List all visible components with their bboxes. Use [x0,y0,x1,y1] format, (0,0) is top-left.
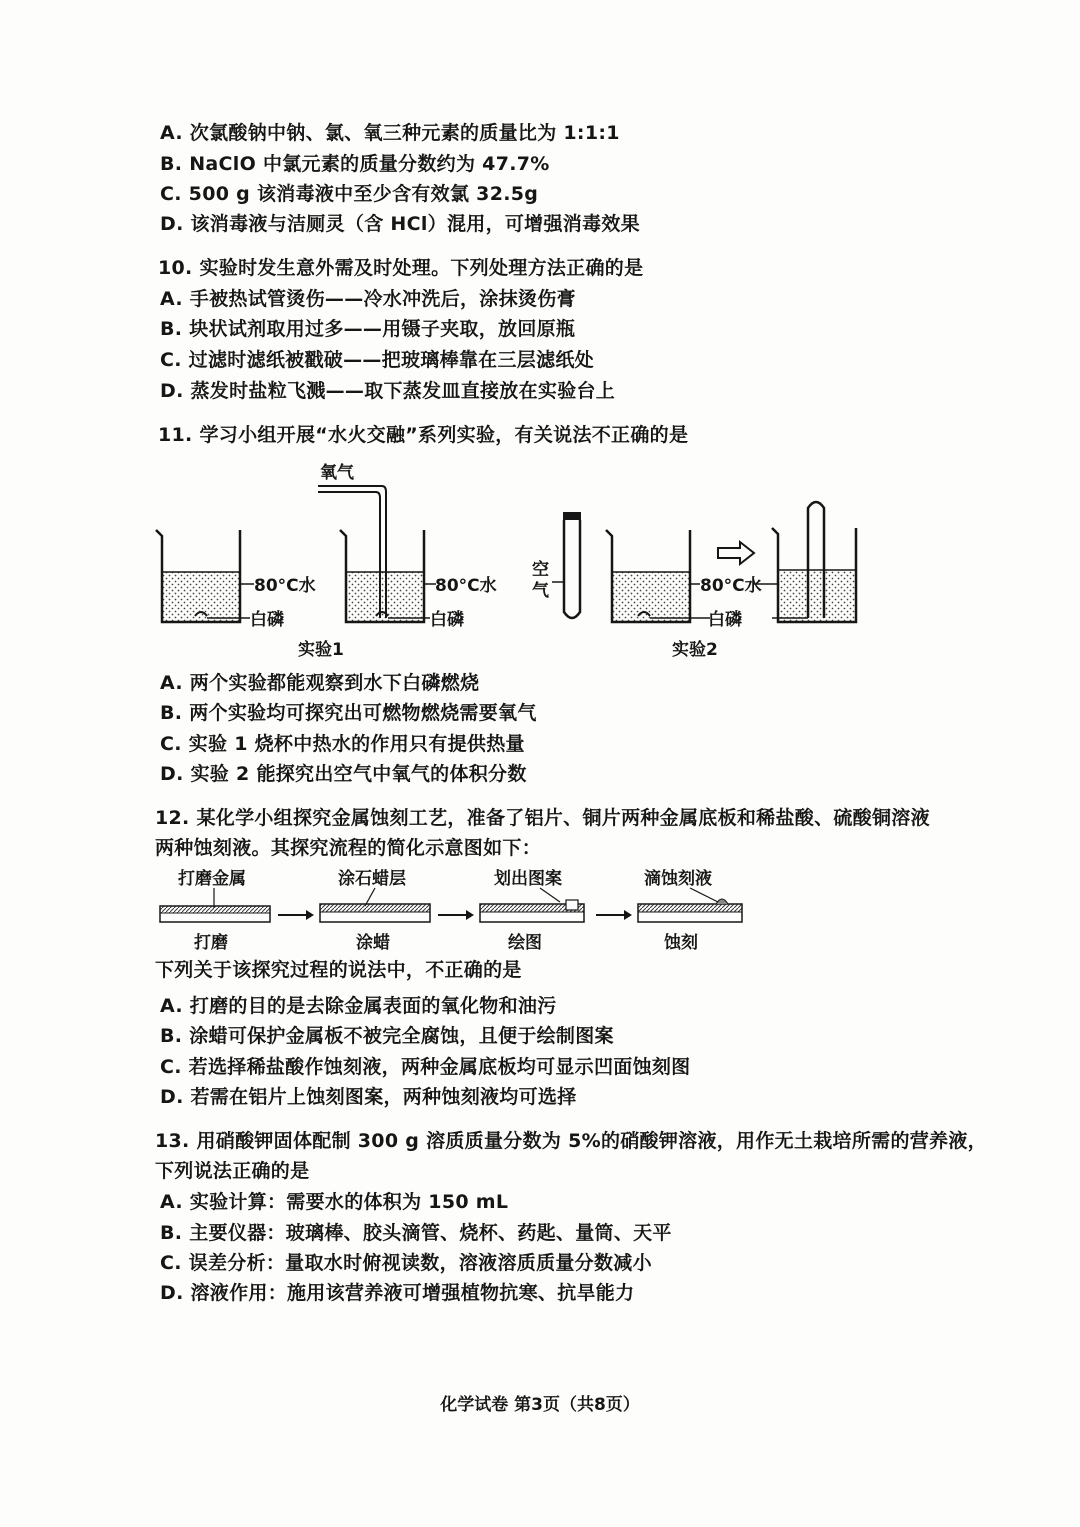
q12-stem-line2: 两种蚀刻液。其探究流程的简化示意图如下： [155,837,542,859]
q11-stem: 11. 学习小组开展“水火交融”系列实验，有关说法不正确的是 [158,424,689,446]
q10-option-a: A. 手被热试管烫伤——冷水冲洗后，涂抹烫伤膏 [160,288,576,310]
label-phosphorus-1a: 白磷 [250,610,284,630]
q12-option-d: D. 若需在铝片上蚀刻图案，两种蚀刻液均可选择 [160,1086,577,1108]
q12-option-c: C. 若选择稀盐酸作蚀刻液，两种金属底板均可显示凹面蚀刻图 [160,1056,691,1078]
flow-arrow-2-icon [438,910,474,920]
label-phosphorus-2: 白磷 [708,610,742,630]
flow-arrow-1-icon [278,910,314,920]
q12-stem-line3: 下列关于该探究过程的说法中，不正确的是 [155,959,522,981]
flow-top-label-1: 打磨金属 [178,869,246,889]
q13-stem-line2: 下列说法正确的是 [155,1160,310,1182]
flow-bottom-label-2: 涂蜡 [356,933,390,953]
flow-step-polish [160,888,270,922]
label-exp1: 实验1 [298,640,344,660]
flow-step-wax [320,888,430,922]
flow-bottom-label-4: 蚀刻 [664,933,698,953]
beaker-2a [606,530,710,622]
page-footer: 化学试卷 第3页（共8页） [440,1395,640,1415]
q10-option-c: C. 过滤时滤纸被戳破——把玻璃棒靠在三层滤纸处 [160,349,594,371]
q12-option-b: B. 涂蜡可保护金属板不被完全腐蚀，且便于绘制图案 [160,1025,614,1047]
label-oxygen: 氧气 [320,463,354,483]
label-phosphorus-1b: 白磷 [430,610,464,630]
flow-top-label-3: 划出图案 [494,869,562,889]
q10-stem: 10. 实验时发生意外需及时处理。下列处理方法正确的是 [158,257,644,279]
arrow-right-icon [718,542,754,564]
q9-option-b: B. NaClO 中氯元素的质量分数约为 47.7% [160,153,550,175]
q11-option-d: D. 实验 2 能探究出空气中氧气的体积分数 [160,763,527,785]
flow-step-etch [638,888,742,922]
q10-option-b: B. 块状试剂取用过多——用镊子夹取，放回原瓶 [160,318,576,340]
label-air-char2: 气 [532,581,549,601]
q12-stem-line1: 12. 某化学小组探究金属蚀刻工艺，准备了铝片、铜片两种金属底板和稀盐酸、硫酸铜溶液 [155,807,930,829]
beaker-1b [318,486,436,622]
flow-top-label-2: 涂石蜡层 [338,869,406,889]
label-exp2: 实验2 [672,640,718,660]
label-air [532,559,555,601]
flow-bottom-label-1: 打磨 [194,933,228,953]
label-air-char1: 空 [532,560,549,580]
q11-figure [150,460,870,665]
flow-arrow-3-icon [596,910,632,920]
q13-option-d: D. 溶液作用：施用该营养液可增强植物抗寒、抗旱能力 [160,1282,635,1304]
label-water-2: 80°C水 [700,576,762,596]
flow-bottom-label-3: 绘图 [508,933,542,953]
q12-flow-diagram [150,864,760,956]
test-tube-air [552,512,581,618]
q9-option-c: C. 500 g 该消毒液中至少含有效氯 32.5g [160,183,539,205]
label-water-1a: 80°C水 [254,576,316,596]
q12-option-a: A. 打磨的目的是去除金属表面的氧化物和油污 [160,995,557,1017]
label-water-1b: 80°C水 [435,576,497,596]
q13-option-b: B. 主要仪器：玻璃棒、胶头滴管、烧杯、药匙、量筒、天平 [160,1222,672,1244]
beaker-1a [156,530,254,622]
q13-option-c: C. 误差分析：量取水时俯视读数，溶液溶质质量分数减小 [160,1252,652,1274]
flow-top-label-4: 滴蚀刻液 [644,869,712,889]
q13-option-a: A. 实验计算：需要水的体积为 150 mL [160,1191,509,1213]
flow-step-draw [480,888,584,922]
q11-option-c: C. 实验 1 烧杯中热水的作用只有提供热量 [160,733,525,755]
q9-option-d: D. 该消毒液与洁厕灵（含 HCl）混用，可增强消毒效果 [160,213,640,235]
q13-stem-line1: 13. 用硝酸钾固体配制 300 g 溶质质量分数为 5%的硝酸钾溶液，用作无土栽培所需的营养液， [155,1130,987,1152]
q10-option-d: D. 蒸发时盐粒飞溅——取下蒸发皿直接放在实验台上 [160,380,616,402]
beaker-2b [754,502,856,622]
q9-option-a: A. 次氯酸钠中钠、氯、氧三种元素的质量比为 1:1:1 [160,122,620,144]
q11-option-b: B. 两个实验均可探究出可燃物燃烧需要氧气 [160,702,537,724]
q11-option-a: A. 两个实验都能观察到水下白磷燃烧 [160,672,480,694]
